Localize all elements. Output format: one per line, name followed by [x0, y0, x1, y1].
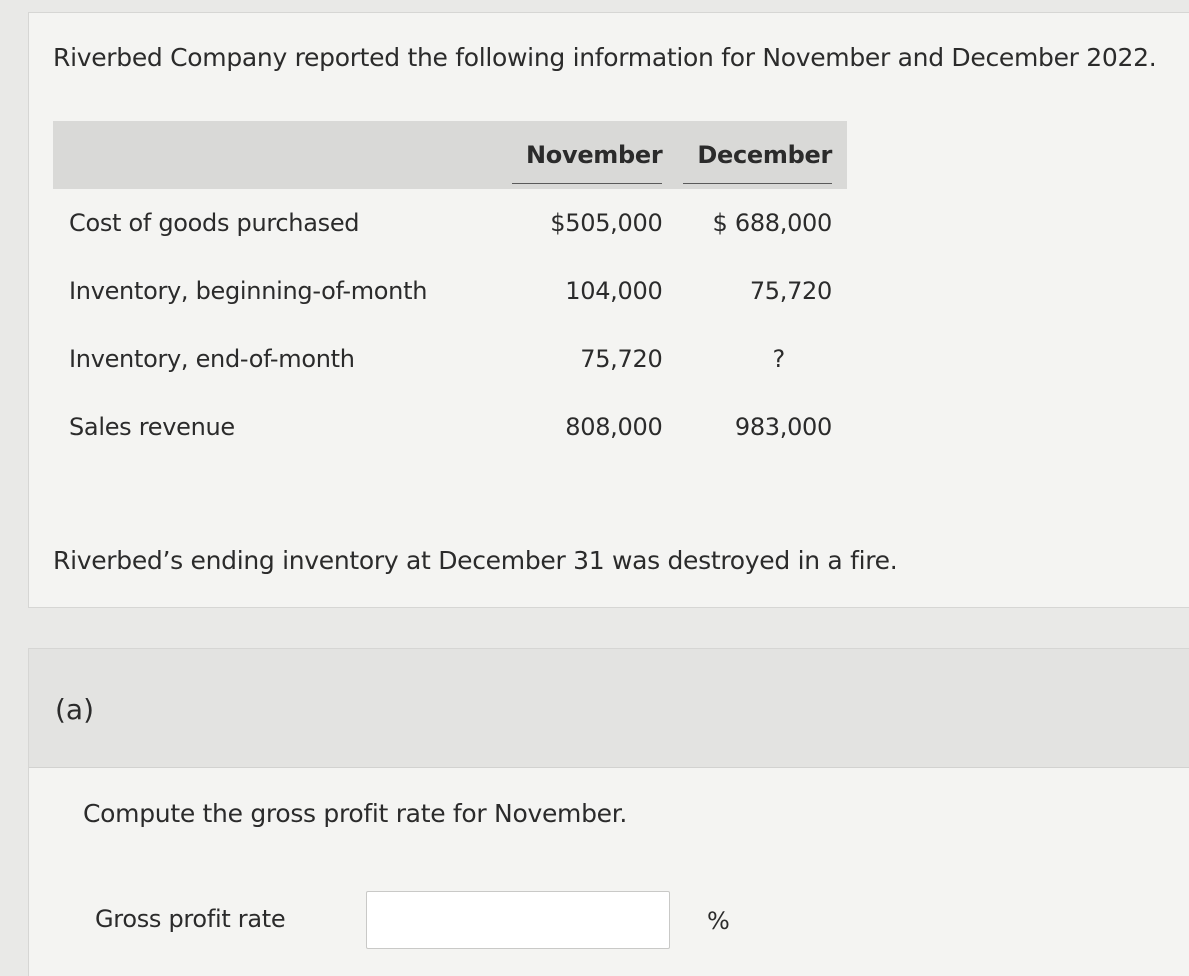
row-label-sales-revenue: Sales revenue	[69, 413, 235, 441]
fire-note: Riverbed’s ending inventory at December 31 was destroyed in a fire.	[53, 546, 898, 575]
header-november: November	[506, 121, 677, 189]
problem-card	[28, 12, 1189, 608]
cell-december-sales-revenue: 983,000	[734, 413, 832, 441]
table-row	[53, 325, 847, 393]
cell-november-sales-revenue: 808,000	[565, 413, 663, 441]
header-december: December	[677, 121, 847, 189]
table-row	[53, 257, 847, 325]
gross-profit-rate-input[interactable]	[366, 891, 670, 949]
data-table	[53, 121, 847, 461]
row-label-inventory-beginning: Inventory, beginning-of-month	[69, 277, 428, 305]
cell-november-cost-of-goods-purchased: $505,000	[550, 209, 663, 237]
gross-profit-rate-label: Gross profit rate	[95, 905, 286, 933]
answer-row	[95, 891, 795, 951]
part-a-label: (a)	[55, 693, 95, 726]
part-a-card	[28, 648, 1189, 976]
row-label-cost-of-goods-purchased: Cost of goods purchased	[69, 209, 360, 237]
cell-november-inventory-end: 75,720	[580, 345, 663, 373]
cell-december-cost-of-goods-purchased: $ 688,000	[712, 209, 832, 237]
cell-december-inventory-beginning: 75,720	[749, 277, 832, 305]
problem-intro: Riverbed Company reported the following information for November and December 2022.	[53, 43, 1157, 72]
table-row	[53, 189, 847, 257]
part-a-header	[29, 649, 1189, 768]
percent-unit: %	[707, 907, 730, 935]
table-header-row	[53, 121, 847, 189]
cell-december-inventory-end: ?	[772, 345, 785, 373]
cell-november-inventory-beginning: 104,000	[565, 277, 663, 305]
header-blank	[53, 121, 506, 189]
part-a-question: Compute the gross profit rate for November.	[83, 799, 628, 828]
table-row	[53, 393, 847, 461]
row-label-inventory-end: Inventory, end-of-month	[69, 345, 355, 373]
